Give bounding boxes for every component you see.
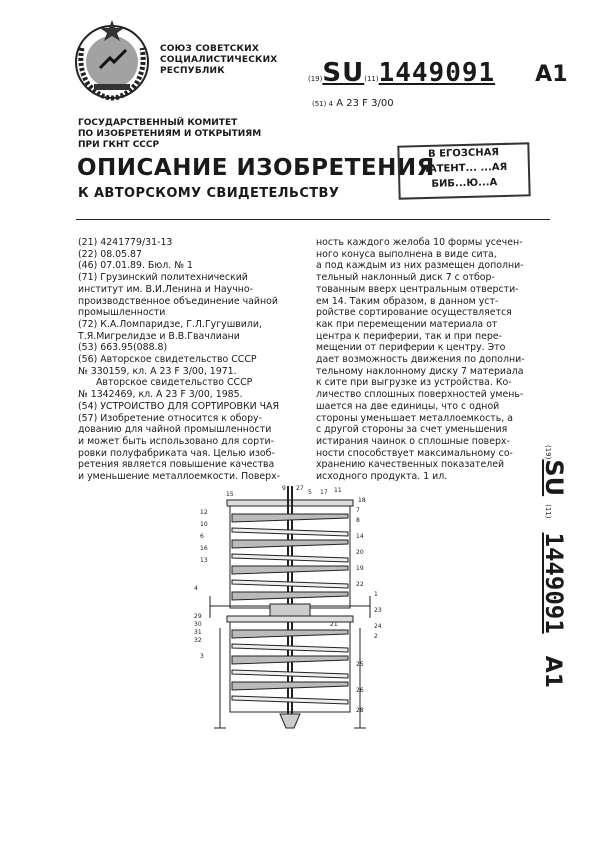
drawing-label: 30: [194, 621, 202, 628]
gov-line: СОЮЗ СОВЕТСКИХ: [160, 44, 259, 54]
drawing-label: 14: [356, 533, 364, 540]
text-line: ности способствует максимальному со-: [316, 447, 513, 459]
drawing-label: 6: [200, 533, 204, 540]
text-line: ройстве сортирование осуществляется: [316, 307, 512, 319]
text-line: ретения является повышение качества: [78, 459, 275, 471]
drawing-label: 25: [356, 661, 364, 668]
text-line: исходного продукта. 1 ил.: [316, 471, 448, 483]
text-line: ровки полуфабриката чая. Целью изоб-: [78, 447, 275, 459]
drawing-label: 7: [356, 507, 360, 514]
text-line: тованным вверх центральным отверсти-: [316, 283, 519, 295]
country-code: SU: [322, 58, 365, 88]
text-line: (53) 663.95(088.8): [78, 342, 168, 354]
drawing-label: 2: [374, 633, 378, 640]
side-publication-number: [508, 445, 568, 705]
drawing-label: 32: [194, 637, 202, 644]
text-line: № 330159, кл. А 23 F 3/00, 1971.: [78, 365, 237, 377]
drawing-label: 31: [194, 629, 202, 636]
drawing-label: 13: [200, 557, 208, 564]
state-emblem-icon: [70, 18, 154, 102]
text-line: (71) Грузинский политехнический: [78, 272, 248, 284]
text-line: (57) Изобретение относится к обору-: [78, 412, 262, 424]
drawing-label: 9: [282, 485, 286, 492]
text-line: как при перемещении материала от: [316, 318, 498, 330]
text-line: ного конуса выполнена в виде сита,: [316, 248, 497, 260]
stamp-line: БИБ...Ю...А: [431, 177, 498, 190]
committee-line: ПО ИЗОБРЕТЕНИЯМ И ОТКРЫТИЯМ: [78, 129, 262, 139]
text-line: Авторское свидетельство СССР: [96, 377, 253, 389]
text-line: (22) 08.05.87: [78, 248, 142, 260]
patent-number: 1449091: [378, 58, 496, 88]
drawing-label: 3: [200, 653, 204, 660]
drawing-label: 19: [356, 565, 364, 572]
side-patent-number: 1449091: [540, 532, 568, 634]
text-line: с другой стороны за счет уменьшения: [316, 424, 508, 436]
document-subtitle: К АВТОРСКОМУ СВИДЕТЕЛЬСТВУ: [78, 186, 340, 201]
gov-line: СОЦИАЛИСТИЧЕСКИХ: [160, 55, 278, 65]
drawing-label: 17: [320, 489, 328, 496]
drawing-label: 26: [356, 687, 364, 694]
drawing-label: 4: [194, 585, 198, 592]
device-drawing: [190, 478, 390, 746]
ipc-code: A 23 F 3/00: [336, 98, 394, 109]
text-line: шается на две единицы, что с одной: [316, 400, 500, 412]
drawing-label: 23: [374, 607, 382, 614]
stamp-line: В ЕГОЗСНАЯ: [427, 147, 500, 160]
text-line: № 1342469, кл. А 23 F 3/00, 1985.: [78, 389, 243, 401]
text-line: (46) 07.01.89. Бюл. № 1: [78, 260, 193, 272]
kind-code: A1: [535, 62, 568, 87]
issuing-state-label: [160, 44, 277, 77]
drawing-label: 8: [356, 517, 360, 524]
text-line: промышленности: [78, 307, 166, 319]
drawing-label: 15: [226, 491, 234, 498]
drawing-label: 10: [200, 521, 208, 528]
text-line: (21) 4241779/31-13: [78, 237, 173, 248]
text-line: дованию для чайной промышленности: [78, 424, 272, 436]
drawing-label: 16: [200, 545, 208, 552]
side-num-prefix: (11): [544, 504, 552, 519]
committee-line: ПРИ ГКНТ СССР: [78, 140, 160, 150]
drawing-label: 5: [308, 489, 312, 496]
gov-line: РЕСПУБЛИК: [160, 66, 225, 76]
side-kind-code: A1: [540, 655, 565, 689]
text-line: истирания чаинок о сплошные поверх-: [316, 435, 510, 447]
text-line: к сите при выгрузке из устройства. Ко-: [316, 377, 512, 389]
committee-line: ГОСУДАРСТВЕННЫЙ КОМИТЕТ: [78, 118, 238, 128]
text-line: тельному наклонному диску 7 материала: [316, 365, 524, 377]
text-line: и может быть использовано для сорти-: [78, 435, 275, 447]
drawing-label: 28: [356, 707, 364, 714]
committee-label: [78, 118, 261, 151]
text-line: стороны уменьшает металлоемкость, а: [316, 412, 513, 424]
drawing-label: 22: [356, 581, 364, 588]
text-line: ность каждого желоба 10 формы усечен-: [316, 237, 523, 248]
text-line: мещении от периферии к центру. Это: [316, 342, 506, 354]
text-line: и уменьшение металлоемкости. Поверх-: [78, 471, 281, 483]
stamp-line: ПАТЕНТ... ...АЯ: [420, 161, 508, 176]
publication-number: [308, 58, 568, 88]
document-title: ОПИСАНИЕ ИЗОБРЕТЕНИЯ: [77, 155, 435, 181]
text-line: производственное объединение чайной: [78, 295, 278, 307]
drawing-label: 24: [374, 623, 382, 630]
drawing-label: 29: [194, 613, 202, 620]
drawing-label: 27: [296, 485, 304, 492]
num-prefix: (11): [364, 75, 379, 83]
drawing-label: 12: [200, 509, 208, 516]
text-line: (54) УСТРОЙСТВО ДЛЯ СОРТИРОВКИ ЧАЯ: [78, 400, 279, 412]
text-line: (72) К.А.Ломпаридзе, Г.Л.Гугушвили,: [78, 318, 262, 330]
text-line: хранению качественных показателей: [316, 459, 505, 471]
library-stamp: [397, 142, 530, 199]
drawing-label: 1: [374, 591, 378, 598]
ipc-classification: [312, 98, 394, 109]
header-divider: [76, 219, 550, 220]
text-line: дает возможность движения по дополни-: [316, 354, 525, 366]
pub-prefix: (19): [308, 75, 323, 83]
drawing-label: 21: [330, 621, 338, 628]
drawing-label: 18: [358, 497, 366, 504]
text-line: институт им. В.И.Ленина и Научно-: [78, 283, 254, 295]
side-pub-prefix: (19): [544, 445, 552, 460]
side-country-code: SU: [540, 459, 568, 497]
drawing-label: 20: [356, 549, 364, 556]
text-line: тельный наклонный диск 7 с отбор-: [316, 272, 495, 284]
bibliographic-column: [78, 237, 308, 483]
drawing-label: 11: [334, 487, 342, 494]
text-line: ем 14. Таким образом, в данном уст-: [316, 295, 499, 307]
text-line: а под каждым из них размещен дополни-: [316, 260, 524, 272]
ipc-prefix: (51) 4: [312, 100, 334, 108]
text-line: личество сплошных поверхностей умень-: [316, 389, 524, 401]
text-line: (56) Авторское свидетельство СССР: [78, 354, 257, 366]
text-line: Т.Я.Мигрелидзе и В.В.Гвачлиани: [78, 330, 240, 342]
text-line: центра к периферии, так и при пере-: [316, 330, 502, 342]
